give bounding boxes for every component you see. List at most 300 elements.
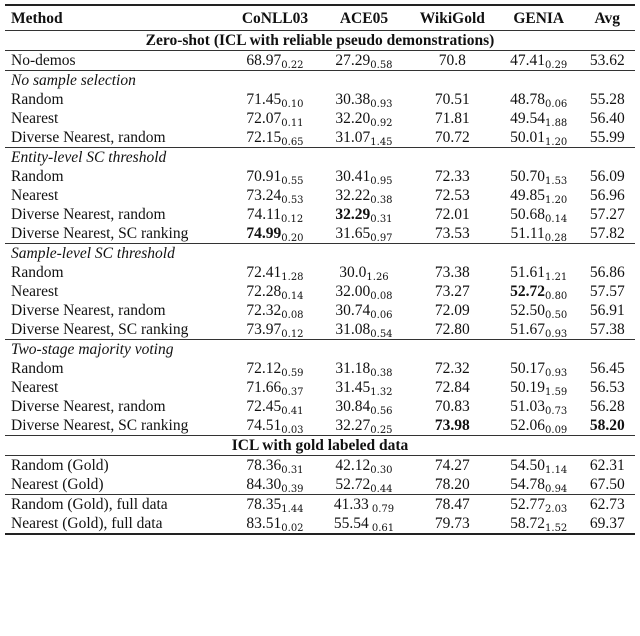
value-cell-ace05 [321, 51, 406, 71]
group-label-row [5, 71, 635, 91]
value-cell-genia [498, 378, 580, 397]
value-cell-avg [580, 397, 635, 416]
score: 72.28 [246, 283, 282, 300]
table-row [5, 263, 635, 282]
std-dev: 0.50 [545, 310, 568, 321]
score: 54.50 [510, 457, 546, 474]
method-cell: Diverse Nearest, random [11, 398, 166, 415]
score: 72.32 [246, 302, 282, 319]
score: 72.80 [434, 321, 470, 338]
score: 72.12 [246, 360, 282, 377]
std-dev: 0.79 [368, 504, 395, 515]
value-cell-conll03 [229, 282, 322, 301]
score: 72.09 [434, 302, 470, 319]
score: 73.38 [434, 264, 470, 281]
value-cell-avg [580, 359, 635, 378]
results-table [5, 4, 635, 535]
table-row [5, 186, 635, 205]
value-cell-conll03 [229, 397, 322, 416]
column-header-method: Method [11, 9, 63, 27]
value-cell-ace05 [321, 456, 406, 476]
value-cell-wikigold [407, 263, 498, 282]
std-dev: 0.14 [545, 214, 568, 225]
table-row [5, 378, 635, 397]
std-dev: 0.80 [545, 291, 568, 302]
score: 70.83 [434, 398, 470, 415]
value-cell-ace05 [321, 109, 406, 128]
table-row [5, 128, 635, 148]
value-cell-ace05 [321, 397, 406, 416]
score: 73.24 [246, 187, 282, 204]
table-row [5, 109, 635, 128]
value-cell-wikigold [407, 90, 498, 109]
score: 74.51 [246, 417, 282, 434]
value-cell-avg [580, 51, 635, 71]
score: 51.61 [510, 264, 546, 281]
value-cell-conll03 [229, 416, 322, 436]
value-cell-conll03 [229, 186, 322, 205]
std-dev: 0.30 [370, 465, 393, 476]
value-cell-wikigold [407, 186, 498, 205]
value-cell-avg [580, 128, 635, 148]
score: 72.15 [246, 129, 282, 146]
value-cell-wikigold [407, 301, 498, 320]
value-cell-conll03 [229, 301, 322, 320]
score: 78.36 [246, 457, 282, 474]
std-dev: 0.93 [545, 329, 568, 340]
table-row [5, 167, 635, 186]
method-cell: Diverse Nearest, SC ranking [11, 225, 189, 242]
std-dev: 0.38 [370, 368, 393, 379]
value-cell-conll03 [229, 205, 322, 224]
std-dev: 0.31 [370, 214, 393, 225]
std-dev: 0.55 [281, 176, 304, 187]
std-dev: 0.09 [545, 425, 568, 436]
value-cell-avg [580, 416, 635, 436]
value-cell-conll03 [229, 495, 322, 515]
value-cell-wikigold [407, 397, 498, 416]
std-dev: 0.06 [545, 99, 568, 110]
score: 57.57 [589, 283, 625, 300]
score: 84.30 [246, 476, 282, 493]
score: 49.85 [510, 187, 546, 204]
method-cell: Nearest [11, 283, 59, 300]
value-cell-ace05 [321, 224, 406, 244]
std-dev: 1.14 [545, 465, 568, 476]
std-dev: 0.56 [370, 406, 393, 417]
table-row [5, 205, 635, 224]
std-dev: 0.73 [545, 406, 568, 417]
column-header-genia: GENIA [513, 9, 565, 27]
table-row [5, 51, 635, 71]
value-cell-genia [498, 359, 580, 378]
score: 78.35 [246, 496, 282, 513]
method-cell: Diverse Nearest, SC ranking [11, 417, 189, 434]
score: 32.00 [335, 283, 371, 300]
score: 72.07 [246, 110, 282, 127]
value-cell-genia [498, 514, 580, 534]
std-dev: 1.59 [545, 387, 568, 398]
value-cell-wikigold [407, 475, 498, 495]
score: 50.17 [510, 360, 546, 377]
std-dev: 1.21 [545, 272, 568, 283]
score: 31.18 [335, 360, 371, 377]
table-row [5, 359, 635, 378]
value-cell-conll03 [229, 320, 322, 340]
value-cell-avg [580, 456, 635, 476]
score: 57.27 [589, 206, 625, 223]
score: 78.20 [434, 476, 470, 493]
value-cell-wikigold [407, 282, 498, 301]
value-cell-wikigold [407, 359, 498, 378]
std-dev: 0.08 [281, 310, 304, 321]
value-cell-genia [498, 128, 580, 148]
std-dev: 0.39 [281, 484, 304, 495]
score: 30.38 [335, 91, 371, 108]
group-label-row [5, 148, 635, 168]
value-cell-wikigold [407, 378, 498, 397]
method-cell: Diverse Nearest, random [11, 129, 166, 146]
score: 68.97 [246, 52, 282, 69]
value-cell-avg [580, 263, 635, 282]
std-dev: 0.93 [370, 99, 393, 110]
value-cell-genia [498, 205, 580, 224]
table-row [5, 475, 635, 495]
value-cell-avg [580, 282, 635, 301]
value-cell-wikigold [407, 109, 498, 128]
std-dev: 0.59 [281, 368, 304, 379]
score: 51.03 [510, 398, 546, 415]
value-cell-conll03 [229, 167, 322, 186]
score: 30.0 [339, 264, 367, 281]
value-cell-ace05 [321, 282, 406, 301]
score: 30.84 [335, 398, 371, 415]
value-cell-genia [498, 301, 580, 320]
score: 62.31 [589, 457, 625, 474]
std-dev: 0.31 [281, 465, 304, 476]
value-cell-ace05 [321, 167, 406, 186]
value-cell-conll03 [229, 475, 322, 495]
score: 56.91 [589, 302, 625, 319]
score: 70.91 [246, 168, 282, 185]
score: 62.73 [589, 496, 625, 513]
score: 56.40 [589, 110, 625, 127]
score: 49.54 [510, 110, 546, 127]
score: 71.81 [434, 110, 470, 127]
score: 56.86 [589, 264, 625, 281]
score: 72.41 [246, 264, 282, 281]
method-cell: Nearest [11, 110, 59, 127]
std-dev: 1.28 [281, 272, 304, 283]
table-row [5, 282, 635, 301]
std-dev: 0.03 [281, 425, 304, 436]
value-cell-avg [580, 495, 635, 515]
value-cell-genia [498, 320, 580, 340]
std-dev: 2.03 [545, 504, 568, 515]
std-dev: 0.10 [281, 99, 304, 110]
score: 52.72 [510, 283, 546, 300]
std-dev: 0.37 [281, 387, 304, 398]
value-cell-avg [580, 378, 635, 397]
score: 48.78 [510, 91, 546, 108]
method-cell: Nearest (Gold), full data [11, 515, 163, 532]
value-cell-genia [498, 51, 580, 71]
value-cell-wikigold [407, 456, 498, 476]
std-dev: 0.94 [545, 484, 568, 495]
score: 54.78 [510, 476, 546, 493]
value-cell-ace05 [321, 263, 406, 282]
score: 73.27 [434, 283, 470, 300]
section-title: Zero-shot (ICL with reliable pseudo demonstrations) [145, 32, 495, 49]
std-dev: 0.08 [370, 291, 393, 302]
std-dev: 1.45 [370, 137, 393, 148]
score: 72.45 [246, 398, 282, 415]
value-cell-genia [498, 282, 580, 301]
method-cell: Random (Gold) [11, 457, 109, 474]
score: 74.99 [246, 225, 282, 242]
value-cell-genia [498, 167, 580, 186]
score: 83.51 [246, 515, 282, 532]
value-cell-ace05 [321, 128, 406, 148]
std-dev: 0.44 [370, 484, 393, 495]
score: 70.8 [438, 52, 466, 69]
score: 51.67 [510, 321, 546, 338]
std-dev: 1.32 [370, 387, 393, 398]
score: 55.99 [589, 129, 625, 146]
table-row [5, 514, 635, 534]
score: 41.33 [333, 496, 369, 513]
value-cell-ace05 [321, 90, 406, 109]
value-cell-avg [580, 205, 635, 224]
value-cell-wikigold [407, 416, 498, 436]
value-cell-conll03 [229, 456, 322, 476]
value-cell-genia [498, 263, 580, 282]
value-cell-genia [498, 475, 580, 495]
method-cell: Random [11, 168, 64, 185]
score: 32.29 [335, 206, 371, 223]
std-dev: 0.28 [544, 233, 568, 244]
std-dev: 1.88 [545, 118, 568, 129]
value-cell-wikigold [407, 205, 498, 224]
score: 50.19 [510, 379, 546, 396]
value-cell-wikigold [407, 514, 498, 534]
method-cell: Nearest [11, 379, 59, 396]
score: 52.72 [335, 476, 371, 493]
std-dev: 0.54 [370, 329, 393, 340]
column-header-wikigold: WikiGold [419, 9, 485, 27]
std-dev: 0.95 [370, 176, 393, 187]
std-dev: 1.53 [545, 176, 568, 187]
value-cell-conll03 [229, 514, 322, 534]
group-label: Sample-level SC threshold [11, 245, 175, 262]
group-label-row [5, 340, 635, 360]
method-cell: Random [11, 91, 64, 108]
score: 52.06 [510, 417, 546, 434]
score: 55.28 [589, 91, 625, 108]
section-title: ICL with gold labeled data [231, 437, 409, 454]
value-cell-avg [580, 514, 635, 534]
group-label: No sample selection [11, 72, 136, 89]
method-cell: Diverse Nearest, SC ranking [11, 321, 189, 338]
score: 50.70 [510, 168, 546, 185]
table-row [5, 224, 635, 244]
std-dev: 0.11 [281, 118, 304, 129]
value-cell-wikigold [407, 128, 498, 148]
score: 55.54 [333, 515, 369, 532]
score: 72.32 [434, 360, 470, 377]
score: 56.53 [589, 379, 625, 396]
value-cell-genia [498, 186, 580, 205]
score: 27.29 [335, 52, 371, 69]
score: 56.45 [589, 360, 625, 377]
score: 72.53 [434, 187, 470, 204]
std-dev: 0.06 [370, 310, 393, 321]
score: 50.68 [510, 206, 546, 223]
score: 70.51 [434, 91, 470, 108]
std-dev: 0.02 [281, 523, 304, 534]
value-cell-genia [498, 109, 580, 128]
value-cell-conll03 [229, 128, 322, 148]
value-cell-ace05 [321, 301, 406, 320]
table-row [5, 320, 635, 340]
value-cell-conll03 [229, 51, 322, 71]
score: 79.73 [434, 515, 470, 532]
score: 74.27 [434, 457, 470, 474]
std-dev: 0.14 [281, 291, 304, 302]
value-cell-avg [580, 301, 635, 320]
std-dev: 0.97 [370, 233, 393, 244]
column-header-ace05: ACE05 [339, 9, 389, 27]
value-cell-genia [498, 416, 580, 436]
score: 31.45 [335, 379, 371, 396]
score: 56.09 [589, 168, 625, 185]
value-cell-avg [580, 475, 635, 495]
group-label: Entity-level SC threshold [11, 149, 167, 166]
value-cell-conll03 [229, 224, 322, 244]
method-cell: Diverse Nearest, random [11, 302, 166, 319]
std-dev: 0.20 [281, 233, 304, 244]
value-cell-ace05 [321, 378, 406, 397]
score: 31.07 [335, 129, 371, 146]
score: 31.65 [335, 225, 371, 242]
std-dev: 0.38 [370, 195, 393, 206]
value-cell-wikigold [407, 167, 498, 186]
std-dev: 0.12 [281, 329, 304, 340]
std-dev: 0.29 [545, 60, 568, 71]
value-cell-ace05 [321, 495, 406, 515]
value-cell-conll03 [229, 359, 322, 378]
score: 32.27 [335, 417, 371, 434]
value-cell-genia [498, 397, 580, 416]
value-cell-avg [580, 90, 635, 109]
score: 32.20 [335, 110, 371, 127]
score: 31.08 [335, 321, 371, 338]
score: 56.96 [589, 187, 625, 204]
value-cell-genia [498, 90, 580, 109]
value-cell-conll03 [229, 90, 322, 109]
value-cell-conll03 [229, 109, 322, 128]
value-cell-ace05 [321, 514, 406, 534]
std-dev: 0.58 [370, 60, 393, 71]
value-cell-wikigold [407, 51, 498, 71]
std-dev: 0.25 [370, 425, 393, 436]
table-row [5, 456, 635, 476]
score: 53.62 [589, 52, 625, 69]
score: 67.50 [589, 476, 625, 493]
value-cell-conll03 [229, 378, 322, 397]
std-dev: 0.53 [281, 195, 304, 206]
score: 73.97 [246, 321, 282, 338]
score: 51.11 [510, 225, 545, 242]
std-dev: 0.12 [281, 214, 304, 225]
score: 72.84 [434, 379, 470, 396]
method-cell: Random (Gold), full data [11, 496, 168, 513]
value-cell-ace05 [321, 186, 406, 205]
score: 73.53 [434, 225, 470, 242]
method-cell: Random [11, 360, 64, 377]
value-cell-avg [580, 109, 635, 128]
score: 71.45 [246, 91, 282, 108]
score: 69.37 [589, 515, 625, 532]
column-header-conll03: CoNLL03 [241, 9, 309, 27]
score: 73.98 [434, 417, 470, 434]
method-cell: Diverse Nearest, random [11, 206, 166, 223]
value-cell-ace05 [321, 320, 406, 340]
method-cell: No-demos [11, 52, 76, 69]
score: 72.01 [434, 206, 470, 223]
value-cell-ace05 [321, 416, 406, 436]
std-dev: 1.20 [545, 195, 568, 206]
section-header [5, 31, 635, 51]
score: 52.50 [510, 302, 546, 319]
score: 71.66 [246, 379, 282, 396]
score: 30.74 [335, 302, 371, 319]
table-row [5, 397, 635, 416]
value-cell-avg [580, 320, 635, 340]
score: 70.72 [434, 129, 470, 146]
table-row [5, 301, 635, 320]
value-cell-genia [498, 224, 580, 244]
std-dev: 1.52 [545, 523, 568, 534]
score: 56.28 [589, 398, 625, 415]
value-cell-ace05 [321, 359, 406, 378]
value-cell-avg [580, 224, 635, 244]
method-cell: Nearest [11, 187, 59, 204]
score: 30.41 [335, 168, 371, 185]
std-dev: 0.92 [370, 118, 393, 129]
score: 58.20 [589, 417, 625, 434]
std-dev: 1.26 [366, 272, 389, 283]
method-cell: Nearest (Gold) [11, 476, 104, 493]
column-header-avg: Avg [594, 9, 621, 27]
score: 72.33 [434, 168, 470, 185]
score: 47.41 [510, 52, 546, 69]
score: 58.72 [510, 515, 546, 532]
value-cell-wikigold [407, 320, 498, 340]
std-dev: 0.93 [545, 368, 568, 379]
value-cell-genia [498, 456, 580, 476]
std-dev: 0.22 [281, 60, 304, 71]
group-label-row [5, 244, 635, 264]
value-cell-avg [580, 186, 635, 205]
section-header [5, 436, 635, 456]
value-cell-conll03 [229, 263, 322, 282]
value-cell-genia [498, 495, 580, 515]
score: 32.22 [335, 187, 371, 204]
score: 78.47 [434, 496, 470, 513]
method-cell: Random [11, 264, 64, 281]
value-cell-avg [580, 167, 635, 186]
